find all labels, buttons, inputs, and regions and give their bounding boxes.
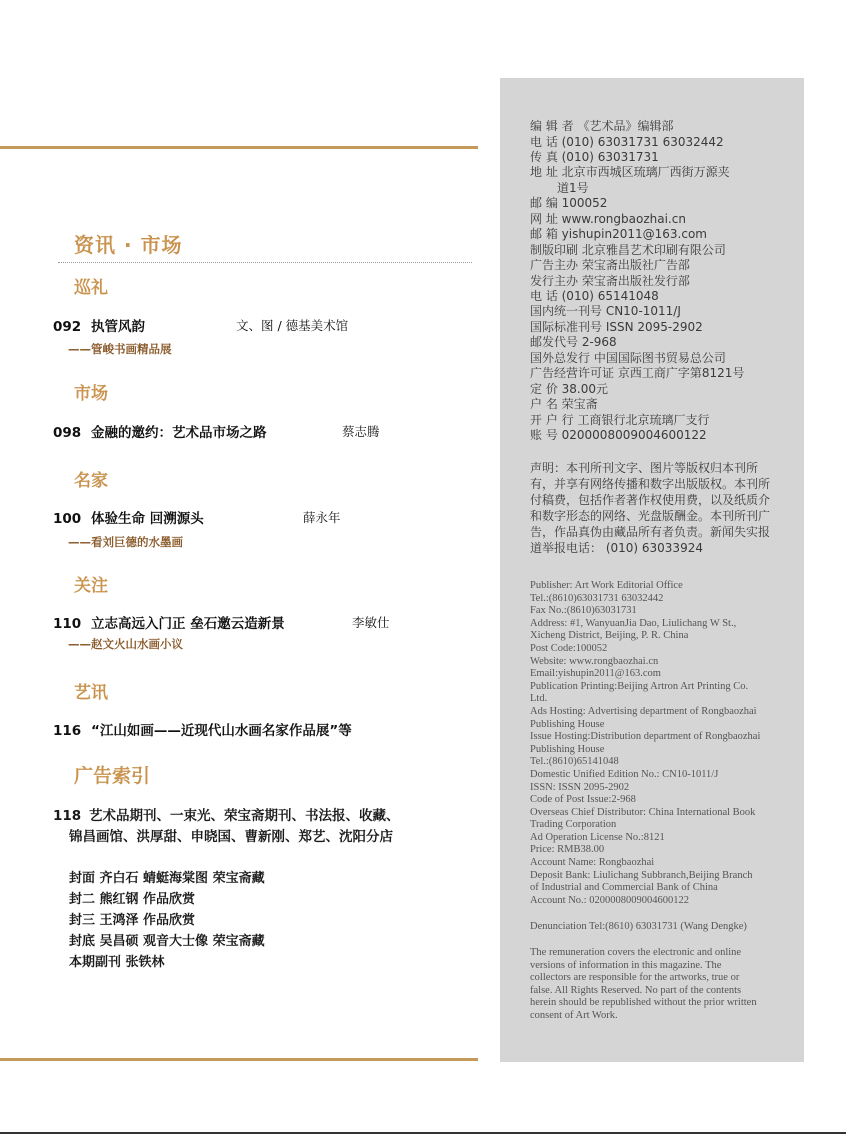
remuneration-line: consent of Art Work. bbox=[530, 1009, 618, 1021]
entry-author: 李敏仕 bbox=[352, 615, 390, 630]
toc-entry-100[interactable] bbox=[53, 507, 204, 527]
cover-credit: 本期副刊 张铁林 bbox=[69, 955, 165, 970]
english-line: Publisher: Art Work Editorial Office bbox=[530, 580, 683, 591]
page-number: 110 bbox=[53, 616, 82, 632]
declaration-line: 声明：本刊所刊文字、图片等版权归本刊所 bbox=[530, 461, 759, 475]
cover-credit: 封面 齐白石 蜻蜓海棠图 荣宝斋藏 bbox=[69, 871, 265, 886]
masthead-line: 电 话 (010) 63031731 63032442 bbox=[530, 135, 724, 149]
english-line: Ad Operation License No.:8121 bbox=[530, 831, 665, 843]
dotted-divider bbox=[58, 262, 472, 263]
masthead-line: 发行主办 荣宝斋出版社发行部 bbox=[530, 274, 690, 288]
english-line: Email:yishupin2011@163.com bbox=[530, 668, 661, 680]
english-line: Publishing House bbox=[530, 743, 605, 755]
english-line: Post Code:100052 bbox=[530, 642, 608, 654]
english-line: Domestic Unified Edition No.: CN10-1011/J bbox=[530, 768, 719, 780]
entry-title: 金融的邀约：艺术品市场之路 bbox=[91, 425, 267, 441]
english-line: Ads Hosting: Advertising department of Rongbaozhai bbox=[530, 705, 757, 717]
declaration-line: 告，作品真伪由藏品所有者负责。新闻失实报 bbox=[530, 525, 771, 539]
masthead-line: 国际标准刊号 ISSN 2095-2902 bbox=[530, 320, 703, 334]
category-guanzhu: 关注 bbox=[74, 576, 108, 596]
page-number: 116 bbox=[53, 723, 82, 739]
top-gold-rule bbox=[0, 146, 478, 149]
remuneration-line: false. All Rights Reserved. No part of the contents bbox=[530, 984, 742, 996]
bottom-gold-rule bbox=[0, 1058, 478, 1061]
page-bottom-edge bbox=[0, 1132, 846, 1134]
masthead-line: 广告主办 荣宝斋出版社广告部 bbox=[530, 258, 690, 272]
masthead-line: 国内统一刊号 CN10-1011/J bbox=[530, 304, 681, 318]
entry-subtitle: ——看刘巨德的水墨画 bbox=[68, 535, 183, 549]
declaration-line: 道举报电话： (010) 63033924 bbox=[530, 541, 703, 555]
remuneration-line: versions of information in this magazine. The bbox=[530, 959, 722, 971]
english-line: Fax No.:(8610)63031731 bbox=[530, 605, 637, 617]
english-masthead bbox=[530, 580, 780, 907]
toc-entry-110[interactable] bbox=[53, 612, 285, 632]
toc-entry-116[interactable] bbox=[53, 719, 352, 739]
entry-title: 体验生命 回溯源头 bbox=[91, 511, 204, 527]
entry-title: 立志高远入门正 垒石邀云造新景 bbox=[91, 616, 285, 632]
entry-subtitle: ——管峻书画精品展 bbox=[68, 342, 172, 356]
masthead-line: 网 址 www.rongbaozhai.cn bbox=[530, 212, 686, 226]
english-line: Address: #1, WanyuanJia Dao, Liulichang W St., bbox=[530, 617, 737, 629]
masthead-line: 邮 编 100052 bbox=[530, 196, 608, 210]
english-line: Issue Hosting:Distribution department of Rongbaozhai bbox=[530, 731, 761, 743]
declaration-line: 和数字形态的网络、光盘版酬金。本刊所刊广 bbox=[530, 509, 771, 523]
masthead-line: 邮 箱 yishupin2011@163.com bbox=[530, 227, 707, 241]
masthead-line: 广告经营许可证 京西工商广字第8121号 bbox=[530, 366, 745, 380]
entry-author: 蔡志腾 bbox=[342, 424, 380, 439]
ad-list-1: 艺术品期刊、一束光、荣宝斋期刊、书法报、收藏、 bbox=[89, 808, 400, 824]
toc-entry-092[interactable] bbox=[53, 315, 145, 335]
masthead-line: 户 名 荣宝斋 bbox=[530, 397, 598, 411]
category-mingjia: 名家 bbox=[74, 471, 108, 491]
entry-author: 薛永年 bbox=[303, 510, 341, 525]
remuneration-line: The remuneration covers the electronic and online bbox=[530, 947, 742, 958]
entry-subtitle: ——赵文火山水画小议 bbox=[68, 637, 183, 651]
entry-title: “江山如画——近现代山水画名家作品展”等 bbox=[91, 723, 352, 739]
english-line: Trading Corporation bbox=[530, 819, 617, 831]
remuneration-line: herein should be republished without the prior written bbox=[530, 997, 757, 1009]
ad-index-line-1[interactable] bbox=[53, 804, 400, 824]
masthead-line: 邮发代号 2-968 bbox=[530, 335, 617, 349]
masthead-line: 电 话 (010) 65141048 bbox=[530, 289, 659, 303]
masthead-line: 道1号 bbox=[557, 181, 589, 195]
page-number: 118 bbox=[53, 808, 82, 824]
category-xunli: 巡礼 bbox=[74, 278, 108, 298]
copyright-declaration bbox=[530, 460, 782, 556]
english-line: Ltd. bbox=[530, 693, 548, 705]
declaration-line: 付稿费，包括作者著作权使用费，以及纸质介 bbox=[530, 493, 771, 507]
english-line: of Industrial and Commercial Bank of China bbox=[530, 882, 718, 894]
remuneration-line: collectors are responsible for the artworks, true or bbox=[530, 972, 740, 984]
section-title: 资讯 · 市场 bbox=[74, 233, 183, 257]
category-yixun: 艺讯 bbox=[74, 683, 108, 703]
cover-credit: 封三 王鸿泽 作品欣赏 bbox=[69, 913, 196, 928]
cover-credit: 封底 吴昌硕 观音大士像 荣宝斋藏 bbox=[69, 934, 265, 949]
english-line: Publication Printing:Beijing Artron Art Printing Co. bbox=[530, 680, 749, 692]
masthead-line: 地 址 北京市西城区琉璃厂西街万源夹 bbox=[530, 165, 730, 179]
toc-entry-098[interactable] bbox=[53, 421, 267, 441]
english-line: Code of Post Issue:2-968 bbox=[530, 794, 636, 806]
page-number: 100 bbox=[53, 511, 82, 527]
category-shichang: 市场 bbox=[74, 384, 108, 404]
category-ad-index: 广告索引 bbox=[74, 765, 151, 787]
english-line: Account No.: 0200008009004600122 bbox=[530, 894, 689, 906]
remuneration-note bbox=[530, 947, 780, 1023]
english-line: Tel.:(8610)65141048 bbox=[530, 756, 619, 768]
masthead-line: 账 号 0200008009004600122 bbox=[530, 428, 707, 442]
declaration-line: 有，并享有网络传播和数字出版版权。本刊所 bbox=[530, 477, 771, 491]
entry-author: 文、图 / 德基美术馆 bbox=[236, 318, 349, 333]
masthead-line: 编 辑 者 《艺术品》编辑部 bbox=[530, 119, 674, 133]
english-line: Overseas Chief Distributor: China International Book bbox=[530, 806, 756, 818]
masthead-line: 开 户 行 工商银行北京琉璃厂支行 bbox=[530, 413, 710, 427]
masthead-line: 制版印刷 北京雅昌艺术印刷有限公司 bbox=[530, 243, 726, 257]
masthead-line: 定 价 38.00元 bbox=[530, 382, 608, 396]
ad-list-2: 锦昌画馆、洪厚甜、申晓国、曹新刚、郑艺、沈阳分店 bbox=[69, 829, 393, 845]
cover-credit: 封二 熊红钢 作品欣赏 bbox=[69, 892, 196, 907]
english-line: ISSN: ISSN 2095-2902 bbox=[530, 781, 630, 793]
english-line: Deposit Bank: Liulichang Subbranch,Beijing Branch bbox=[530, 869, 753, 881]
english-line: Website: www.rongbaozhai.cn bbox=[530, 655, 659, 667]
denunciation-tel: Denunciation Tel:(8610) 63031731 (Wang Dengke) bbox=[530, 921, 747, 932]
masthead-line: 传 真 (010) 63031731 bbox=[530, 150, 659, 164]
english-line: Price: RMB38.00 bbox=[530, 844, 605, 856]
page-number: 098 bbox=[53, 425, 82, 441]
english-line: Xicheng District, Beijing, P. R. China bbox=[530, 630, 689, 642]
page-number: 092 bbox=[53, 319, 82, 335]
english-line: Tel.:(8610)63031731 63032442 bbox=[530, 592, 664, 604]
entry-title: 执管风韵 bbox=[91, 319, 145, 335]
english-line: Publishing House bbox=[530, 718, 605, 730]
masthead-line: 国外总发行 中国国际图书贸易总公司 bbox=[530, 351, 726, 365]
english-line: Account Name: Rongbaozhai bbox=[530, 857, 655, 869]
